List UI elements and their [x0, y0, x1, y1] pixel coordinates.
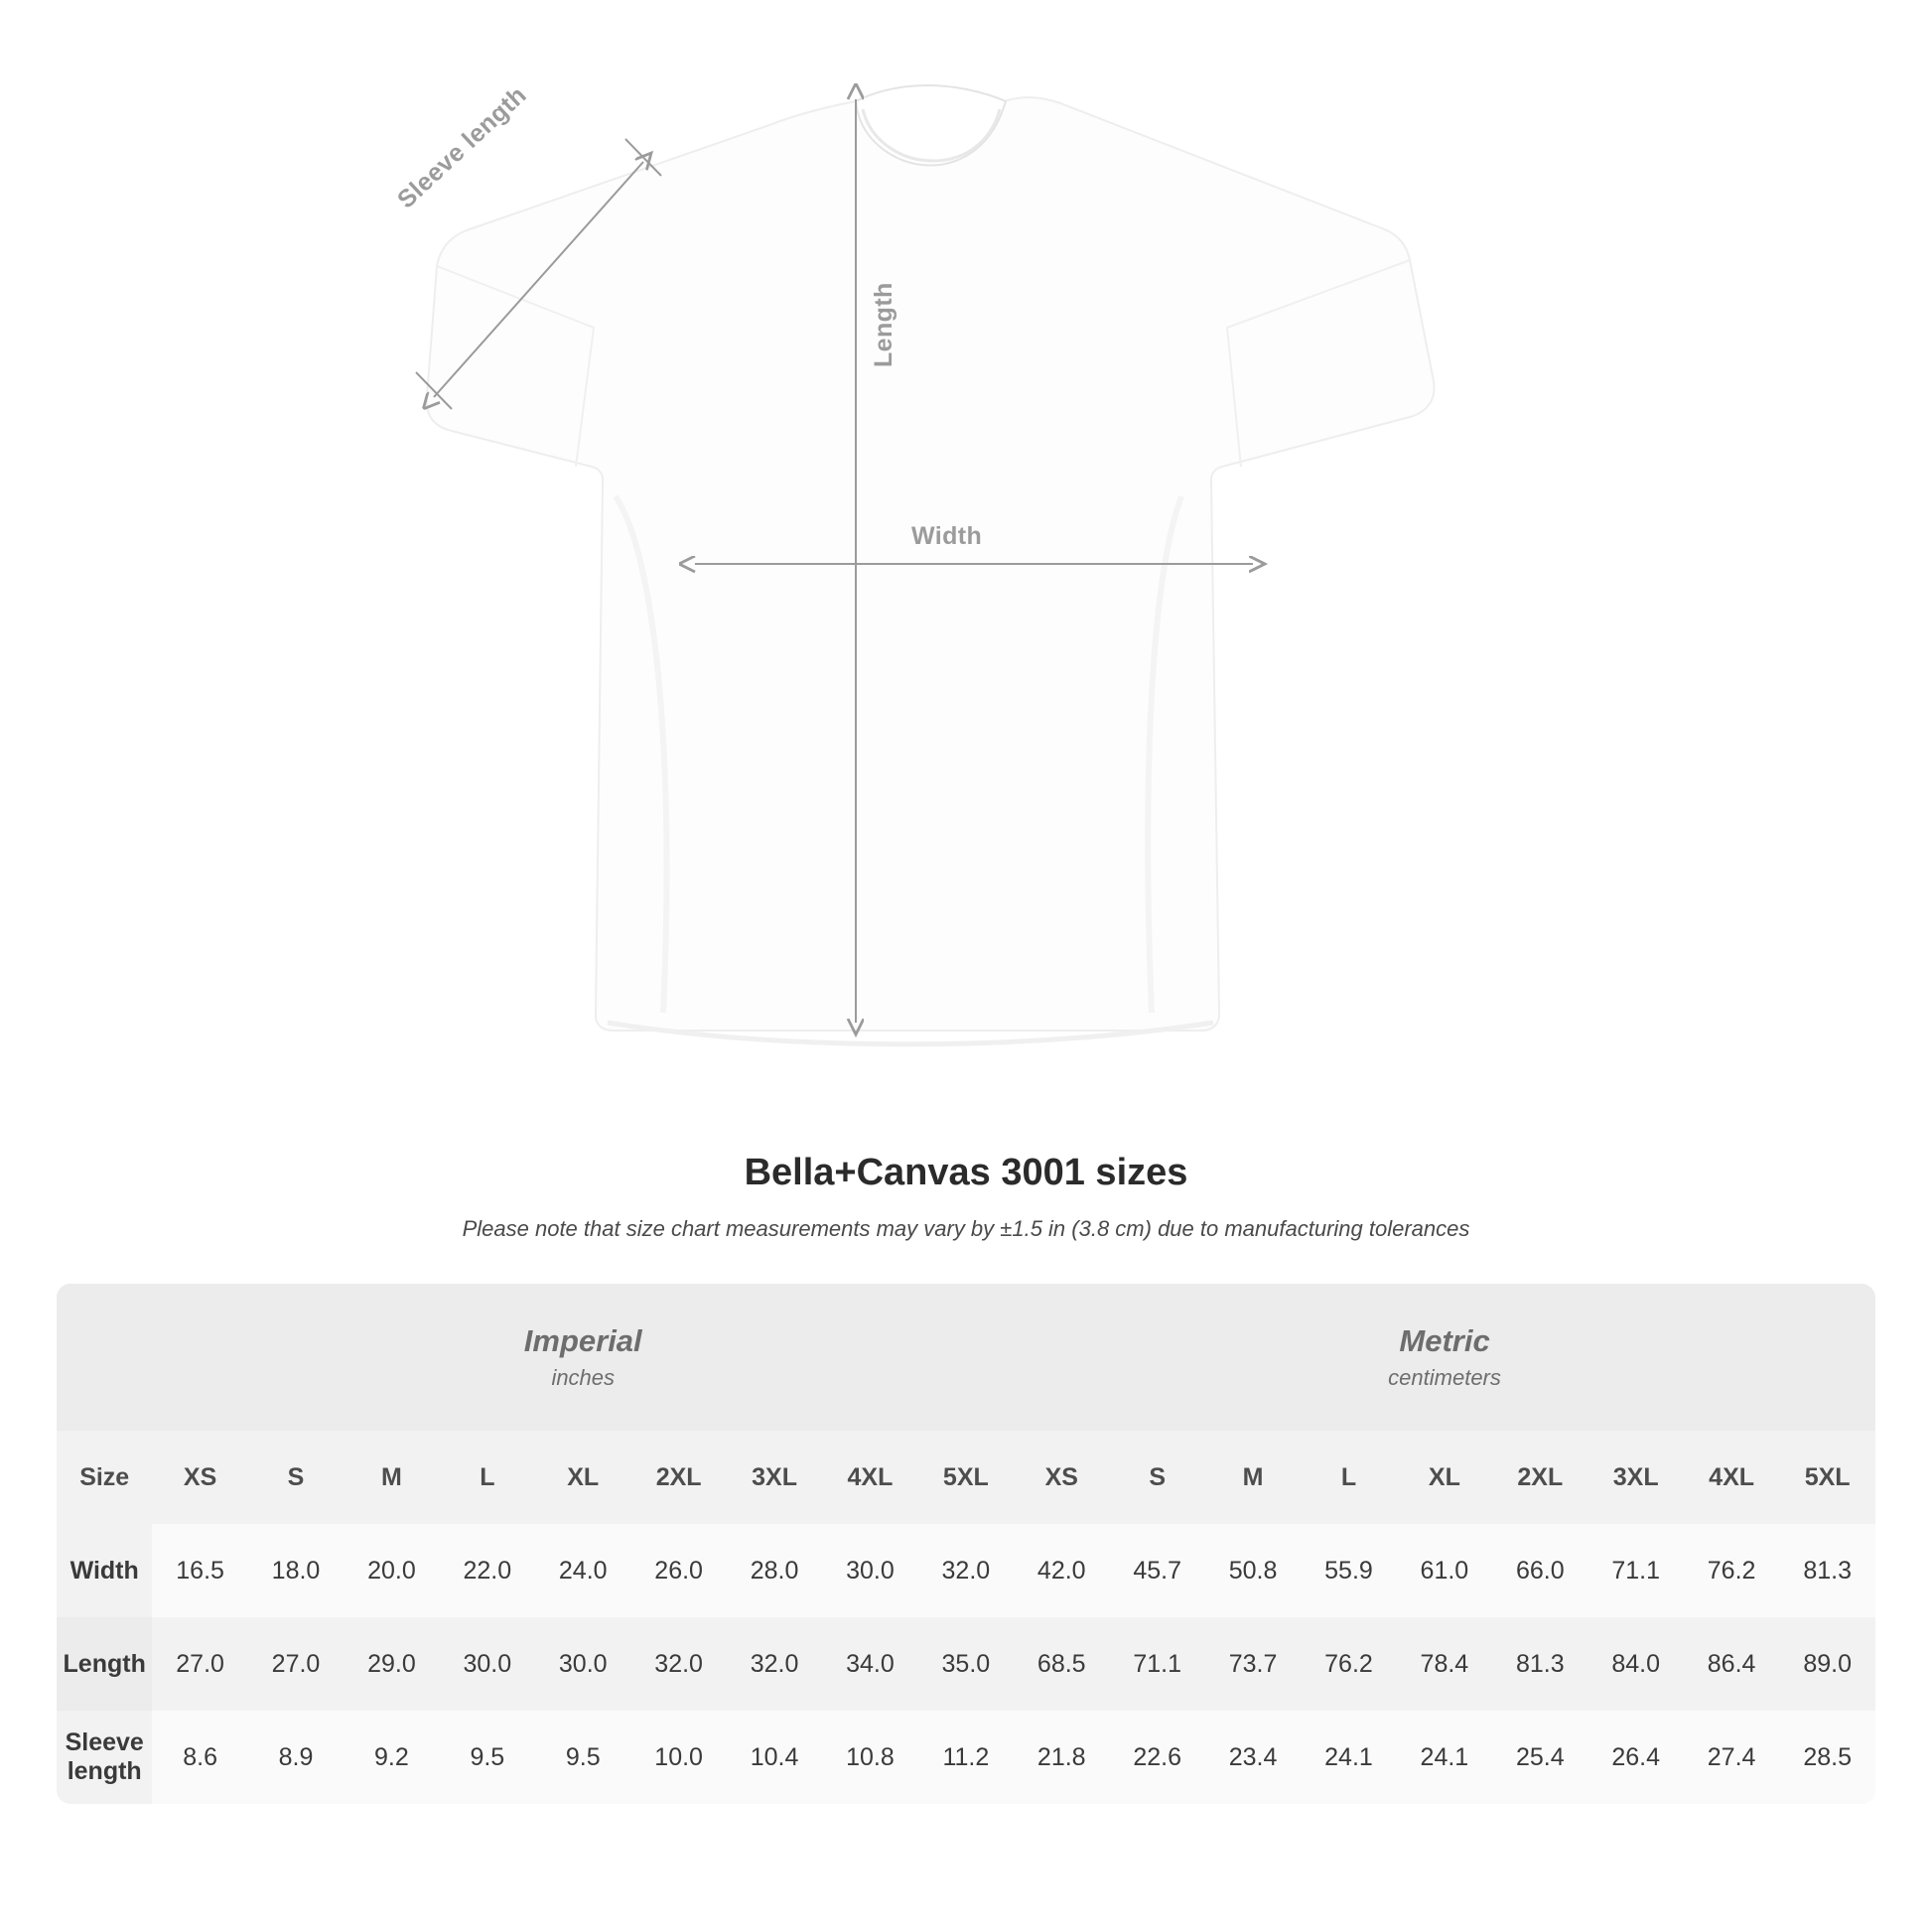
table-cell: 55.9 — [1301, 1524, 1396, 1617]
table-row — [57, 1711, 1875, 1804]
size-header-cell: 2XL — [630, 1431, 726, 1524]
table-cell: 23.4 — [1205, 1711, 1301, 1804]
size-header-cell: XS — [1014, 1431, 1109, 1524]
table-cell: 9.5 — [535, 1711, 630, 1804]
table-cell: 78.4 — [1397, 1617, 1492, 1711]
table-cell: 10.0 — [630, 1711, 726, 1804]
width-dimension-label: Width — [911, 522, 983, 550]
table-cell: 89.0 — [1779, 1617, 1875, 1711]
size-header-cell: S — [248, 1431, 344, 1524]
table-cell: 24.1 — [1397, 1711, 1492, 1804]
table-cell: 50.8 — [1205, 1524, 1301, 1617]
table-cell: 32.0 — [727, 1617, 822, 1711]
metric-group-header — [1014, 1284, 1875, 1431]
size-header-cell: XL — [1397, 1431, 1492, 1524]
table-cell: 84.0 — [1588, 1617, 1684, 1711]
table-cell: 10.8 — [822, 1711, 917, 1804]
table-cell: 29.0 — [344, 1617, 439, 1711]
metric-sub-label: centimeters — [1388, 1364, 1501, 1390]
size-header-cell: S — [1109, 1431, 1204, 1524]
table-cell: 27.4 — [1684, 1711, 1779, 1804]
tolerance-note: Please note that size chart measurements may vary by ±1.5 in (3.8 cm) due to manufacturing tolerances — [462, 1216, 1470, 1241]
size-header-cell: 3XL — [1588, 1431, 1684, 1524]
size-header-row — [57, 1431, 1875, 1524]
table-cell: 22.0 — [440, 1524, 535, 1617]
table-cell: 8.9 — [248, 1711, 344, 1804]
size-header-cell: 4XL — [822, 1431, 917, 1524]
table-cell: 24.0 — [535, 1524, 630, 1617]
table-cell: 11.2 — [918, 1711, 1014, 1804]
table-cell: 66.0 — [1492, 1524, 1587, 1617]
table-cell: 71.1 — [1588, 1524, 1684, 1617]
size-header-cell: 3XL — [727, 1431, 822, 1524]
imperial-label: Imperial — [523, 1323, 642, 1359]
size-header-cell: 5XL — [918, 1431, 1014, 1524]
imperial-sub-label: inches — [551, 1364, 616, 1390]
table-cell: 26.0 — [630, 1524, 726, 1617]
size-row-header: Size — [57, 1431, 152, 1524]
size-header-cell: XL — [535, 1431, 630, 1524]
sleeve-length-dimension-label: Sleeve length — [392, 80, 532, 214]
table-cell: 27.0 — [152, 1617, 247, 1711]
unit-header-row — [57, 1284, 1875, 1431]
table-cell: 28.0 — [727, 1524, 822, 1617]
table-cell: 22.6 — [1109, 1711, 1204, 1804]
table-cell: 30.0 — [440, 1617, 535, 1711]
size-header-cell: M — [344, 1431, 439, 1524]
table-cell: 30.0 — [822, 1524, 917, 1617]
row-label-sleeve-length: Sleeve length — [57, 1711, 152, 1804]
size-table-wrapper — [57, 1284, 1875, 1804]
table-cell: 21.8 — [1014, 1711, 1109, 1804]
table-cell: 34.0 — [822, 1617, 917, 1711]
table-cell: 9.2 — [344, 1711, 439, 1804]
imperial-group-header — [152, 1284, 1014, 1431]
table-cell: 35.0 — [918, 1617, 1014, 1711]
size-header-cell: L — [440, 1431, 535, 1524]
table-cell: 30.0 — [535, 1617, 630, 1711]
table-corner-cell — [57, 1284, 152, 1431]
table-cell: 18.0 — [248, 1524, 344, 1617]
row-label-width: Width — [57, 1524, 152, 1617]
size-header-cell: 5XL — [1779, 1431, 1875, 1524]
table-cell: 81.3 — [1779, 1524, 1875, 1617]
table-row — [57, 1617, 1875, 1711]
size-header-cell: L — [1301, 1431, 1396, 1524]
table-cell: 71.1 — [1109, 1617, 1204, 1711]
table-cell: 68.5 — [1014, 1617, 1109, 1711]
table-cell: 73.7 — [1205, 1617, 1301, 1711]
table-cell: 16.5 — [152, 1524, 247, 1617]
table-row — [57, 1524, 1875, 1617]
table-cell: 45.7 — [1109, 1524, 1204, 1617]
length-dimension-label: Length — [870, 282, 897, 367]
table-cell: 32.0 — [918, 1524, 1014, 1617]
size-table — [57, 1284, 1875, 1804]
table-cell: 10.4 — [727, 1711, 822, 1804]
size-header-cell: M — [1205, 1431, 1301, 1524]
size-header-cell: 4XL — [1684, 1431, 1779, 1524]
table-cell: 76.2 — [1684, 1524, 1779, 1617]
metric-label: Metric — [1399, 1323, 1490, 1359]
row-label-length: Length — [57, 1617, 152, 1711]
table-cell: 76.2 — [1301, 1617, 1396, 1711]
table-cell: 32.0 — [630, 1617, 726, 1711]
table-cell: 28.5 — [1779, 1711, 1875, 1804]
table-cell: 26.4 — [1588, 1711, 1684, 1804]
table-cell: 86.4 — [1684, 1617, 1779, 1711]
page-title: Bella+Canvas 3001 sizes — [744, 1152, 1188, 1193]
table-cell: 24.1 — [1301, 1711, 1396, 1804]
table-cell: 20.0 — [344, 1524, 439, 1617]
size-header-cell: 2XL — [1492, 1431, 1587, 1524]
table-cell: 81.3 — [1492, 1617, 1587, 1711]
table-cell: 8.6 — [152, 1711, 247, 1804]
table-cell: 42.0 — [1014, 1524, 1109, 1617]
table-cell: 27.0 — [248, 1617, 344, 1711]
table-cell: 61.0 — [1397, 1524, 1492, 1617]
table-cell: 9.5 — [440, 1711, 535, 1804]
size-header-cell: XS — [152, 1431, 247, 1524]
table-cell: 25.4 — [1492, 1711, 1587, 1804]
